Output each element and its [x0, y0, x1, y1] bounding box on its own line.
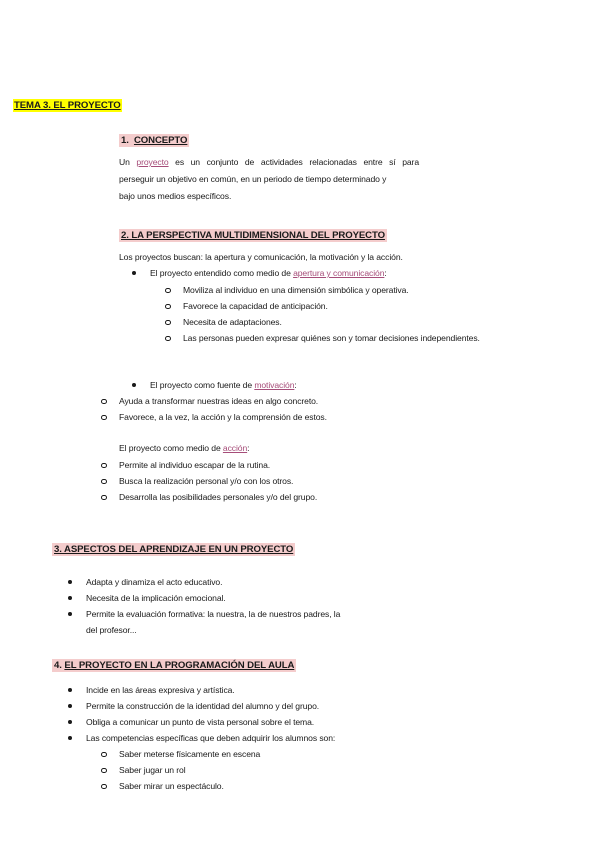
- list-item: Ayuda a transformar nuestras ideas en algo concreto.: [119, 396, 319, 406]
- section-2-accion-intro: El proyecto como medio de acción:: [119, 443, 250, 453]
- section-1-heading: [119, 135, 189, 146]
- list-item: El proyecto como fuente de motivación:: [150, 380, 297, 390]
- list-item: Necesita de la implicación emocional.: [86, 593, 226, 603]
- link-proyecto[interactable]: proyecto: [136, 157, 169, 167]
- list-item: Saber jugar un rol: [119, 765, 186, 775]
- list-item: Las personas pueden expresar quiénes son y tomar decisiones independientes.: [183, 333, 480, 343]
- section-1-paragraph: Un proyecto es un conjunto de actividades relacionadas entre sí para perseguir un objetivo en común, en un periodo de tiempo determinado y bajo unos medios específicos.: [119, 157, 420, 201]
- list-item-continuation: del profesor...: [86, 625, 137, 635]
- link-apertura[interactable]: apertura y comunicación: [293, 268, 385, 278]
- section-1-title: CONCEPTO: [133, 135, 188, 146]
- list-item: Saber mirar un espectáculo.: [119, 781, 224, 791]
- page-title: TEMA 3. EL PROYECTO: [14, 100, 121, 111]
- link-motivacion[interactable]: motivación: [254, 380, 295, 390]
- list-item: Desarrolla las posibilidades personales y/o del grupo.: [119, 492, 318, 502]
- list-item: Favorece, a la vez, la acción y la comprensión de estos.: [119, 412, 327, 422]
- section-1-number: 1.: [121, 135, 129, 146]
- section-2-heading: 2. LA PERSPECTIVA MULTIDIMENSIONAL DEL PROYECTO: [121, 230, 385, 241]
- link-accion[interactable]: acción: [222, 443, 248, 453]
- list-item: Favorece la capacidad de anticipación.: [183, 301, 328, 311]
- section-4-number: 4.: [54, 660, 62, 671]
- list-item: Saber meterse físicamente en escena: [119, 749, 261, 759]
- section-4-heading: [52, 660, 296, 671]
- list-item: Incide en las áreas expresiva y artística.: [86, 685, 235, 695]
- list-item: El proyecto entendido como medio de apertura y comunicación:: [150, 268, 387, 278]
- list-item: Las competencias específicas que deben adquirir los alumnos son:: [86, 733, 336, 743]
- section-2-intro: Los proyectos buscan: la apertura y comunicación, la motivación y la acción.: [119, 252, 403, 262]
- list-item: Necesita de adaptaciones.: [183, 317, 282, 327]
- list-item: Busca la realización personal y/o con los otros.: [119, 476, 294, 486]
- section-3-heading: 3. ASPECTOS DEL APRENDIZAJE EN UN PROYECTO: [54, 544, 294, 555]
- list-item: Moviliza al individuo en una dimensión simbólica y operativa.: [183, 285, 409, 295]
- list-item: Permite la construcción de la identidad del alumno y del grupo.: [86, 701, 320, 711]
- list-item: Permite la evaluación formativa: la nuestra, la de nuestros padres, la: [86, 609, 341, 619]
- list-item: Obliga a comunicar un punto de vista personal sobre el tema.: [86, 717, 315, 727]
- list-item: Permite al individuo escapar de la rutina.: [119, 460, 271, 470]
- list-item: Adapta y dinamiza el acto educativo.: [86, 577, 223, 587]
- section-4-title: EL PROYECTO EN LA PROGRAMACIÓN DEL AULA: [64, 660, 295, 671]
